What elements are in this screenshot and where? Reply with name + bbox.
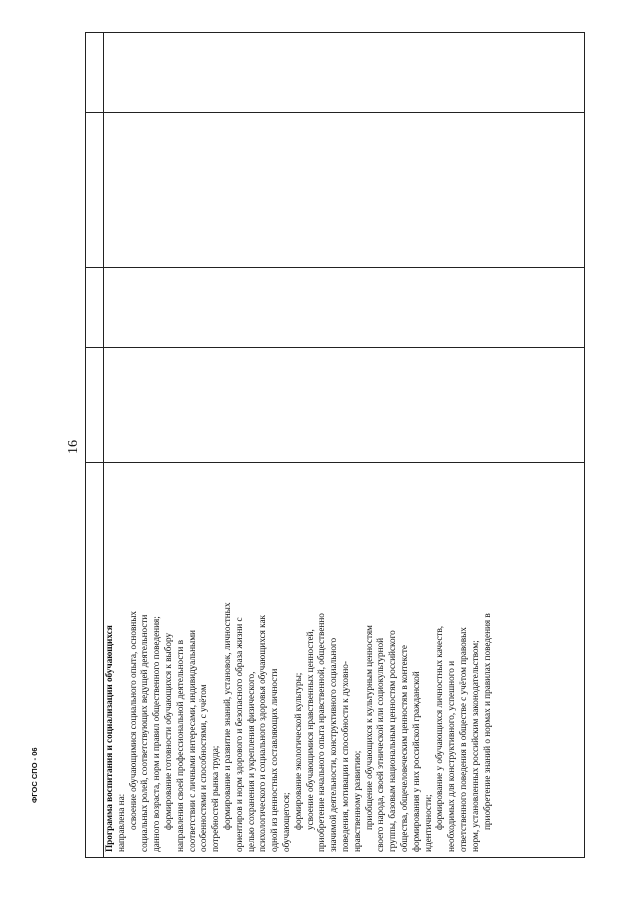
content-line: идентичности; xyxy=(423,794,434,852)
column-separator xyxy=(85,347,585,348)
content-line: одной из ценностных составляющих личности xyxy=(270,668,281,852)
section-title: Программа воспитания и социализации обучающихся xyxy=(105,625,115,852)
content-line: соответствии с личными интересами, индивидуальными xyxy=(187,630,198,852)
row-separator xyxy=(103,32,104,858)
content-line: особенностями и способностями, с учётом xyxy=(199,684,210,852)
content-line: приобретение знаний о нормах и правилах поведения в xyxy=(482,613,493,830)
content-line: формирование экологической культуры; xyxy=(293,672,304,830)
table-border-left xyxy=(85,857,585,858)
content-line: направлена на: xyxy=(116,793,127,852)
content-line: приобщение обучающихся к культурным ценностям xyxy=(364,625,375,830)
table-border-top xyxy=(85,32,86,858)
content-line: своего народа, своей этнической или социокультурной xyxy=(376,637,387,852)
content-line: формирования у них российской гражданской xyxy=(411,671,422,852)
content-line: психологического и социального здоровья обучающихся как xyxy=(258,614,269,852)
content-line: усвоение обучающимися нравственных ценностей, xyxy=(305,629,316,830)
rotated-table xyxy=(85,32,585,858)
content-line: необходимых для конструктивного, успешного и xyxy=(447,660,458,852)
table-border-bottom xyxy=(584,32,585,858)
content-line: потребностей рынка труда; xyxy=(211,745,222,852)
content-line: норм, установленных российским законодательством; xyxy=(470,640,481,852)
column-separator xyxy=(85,112,585,113)
content-line: группы, базовым национальным ценностям российского xyxy=(388,630,399,852)
content-line: общества, общечеловеческим ценностям в контексте xyxy=(399,645,410,852)
column-separator xyxy=(85,462,585,463)
program-description-cell xyxy=(105,468,494,852)
content-line: формирование готовности обучающихся к выбору xyxy=(163,632,174,830)
content-line: целью сохранения и укрепления физического, xyxy=(246,671,257,852)
table-border-right xyxy=(85,32,585,33)
content-line: направления своей профессиональной деятельности в xyxy=(175,640,186,852)
column-separator xyxy=(85,267,585,268)
content-line: обучающегося; xyxy=(281,792,292,852)
content-line: приобретение начального опыта нравственной, общественно xyxy=(317,613,328,852)
content-line: данного возраста, норм и правил общественного поведения; xyxy=(152,616,163,852)
content-line: формирование у обучающихся личностных качеств, xyxy=(435,625,446,830)
content-line: формирование и развитие знаний, установок, личностных xyxy=(222,602,233,830)
content-line: социальных ролей, соответствующих ведущей деятельности xyxy=(140,614,151,852)
content-line: значимой деятельности, конструктивного социального xyxy=(329,637,340,852)
content-line: ориентиров и норм здорового и безопасного образа жизни с xyxy=(234,617,245,852)
page-number: 16 xyxy=(66,440,81,454)
content-line: освоение обучающимися социального опыта, основных xyxy=(128,610,139,830)
content-line: ответственного поведения в обществе с учётом правовых xyxy=(458,627,469,852)
content-line: поведения, мотивации и способности к духовно- xyxy=(340,661,351,852)
footer-code: ФГОС СПО - 06 xyxy=(30,747,39,803)
content-line: нравственному развитию; xyxy=(352,750,363,852)
